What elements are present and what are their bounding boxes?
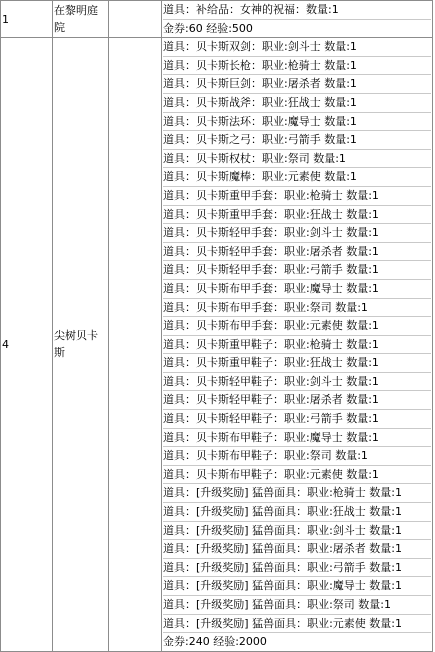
quest-id-cell: 4 — [1, 38, 53, 652]
reward-line: 道具：贝卡斯重甲鞋子：职业:狂战士 数量:1 — [163, 354, 431, 373]
reward-line: 道具：贝卡斯轻甲手套：职业:剑斗士 数量:1 — [163, 224, 431, 243]
reward-line: 道具：贝卡斯布甲鞋子：职业:祭司 数量:1 — [163, 447, 431, 466]
reward-line: 道具：贝卡斯布甲手套：职业:祭司 数量:1 — [163, 299, 431, 318]
reward-line: 道具：贝卡斯重甲鞋子：职业:枪骑士 数量:1 — [163, 336, 431, 355]
reward-line: 道具：贝卡斯之弓：职业:弓箭手 数量:1 — [163, 131, 431, 150]
reward-line: 道具：贝卡斯轻甲手套：职业:屠杀者 数量:1 — [163, 243, 431, 262]
reward-list-cell — [162, 1, 433, 38]
reward-line: 道具：贝卡斯布甲手套：职业:魔导士 数量:1 — [163, 280, 431, 299]
empty-cell — [109, 1, 162, 38]
reward-line: 道具：贝卡斯法环：职业:魔导士 数量:1 — [163, 113, 431, 132]
reward-line: 道具：贝卡斯长枪：职业:枪骑士 数量:1 — [163, 57, 431, 76]
reward-line: 道具：[升级奖励] 猛兽面具：职业:枪骑士 数量:1 — [163, 484, 431, 503]
reward-line: 道具：[升级奖励] 猛兽面具：职业:剑斗士 数量:1 — [163, 522, 431, 541]
reward-line: 道具：贝卡斯轻甲鞋子：职业:剑斗士 数量:1 — [163, 373, 431, 392]
reward-line: 道具：贝卡斯巨剑：职业:屠杀者 数量:1 — [163, 75, 431, 94]
reward-line: 道具：贝卡斯战斧：职业:狂战士 数量:1 — [163, 94, 431, 113]
reward-line: 道具：贝卡斯轻甲鞋子：职业:屠杀者 数量:1 — [163, 391, 431, 410]
reward-line: 道具：[升级奖励] 猛兽面具：职业:弓箭手 数量:1 — [163, 559, 431, 578]
reward-line: 道具：贝卡斯双剑：职业:剑斗士 数量:1 — [163, 38, 431, 57]
reward-line: 道具：[升级奖励] 猛兽面具：职业:魔导士 数量:1 — [163, 577, 431, 596]
quest-id-cell: 1 — [1, 1, 53, 38]
reward-line: 金券:60 经验:500 — [163, 21, 253, 35]
reward-line: 道具：[升级奖励] 猛兽面具：职业:祭司 数量:1 — [163, 596, 431, 615]
reward-line: 道具：贝卡斯轻甲鞋子：职业:弓箭手 数量:1 — [163, 410, 431, 429]
reward-line: 道具：贝卡斯布甲鞋子：职业:魔导士 数量:1 — [163, 429, 431, 448]
reward-line: 道具：贝卡斯布甲鞋子：职业:元素使 数量:1 — [163, 466, 431, 485]
reward-line: 道具：[升级奖励] 猛兽面具：职业:屠杀者 数量:1 — [163, 540, 431, 559]
reward-line: 金券:240 经验:2000 — [163, 635, 267, 649]
reward-line: 道具：[升级奖励] 猛兽面具：职业:狂战士 数量:1 — [163, 503, 431, 522]
quest-name-cell: 尖树贝卡斯 — [53, 38, 109, 652]
reward-line: 道具：贝卡斯权杖：职业:祭司 数量:1 — [163, 150, 431, 169]
reward-line: 道具：补给品：女神的祝福：数量:1 — [163, 1, 431, 20]
table-body — [1, 1, 433, 652]
reward-list-cell — [162, 38, 433, 652]
reward-line: 道具：贝卡斯轻甲手套：职业:弓箭手 数量:1 — [163, 261, 431, 280]
reward-line: 道具：贝卡斯布甲手套：职业:元素使 数量:1 — [163, 317, 431, 336]
quest-name-cell: 在黎明庭院 — [53, 1, 109, 38]
reward-line: 道具：贝卡斯重甲手套：职业:狂战士 数量:1 — [163, 206, 431, 225]
reward-line: 道具：贝卡斯重甲手套：职业:枪骑士 数量:1 — [163, 187, 431, 206]
reward-line: 道具：[升级奖励] 猛兽面具：职业:元素使 数量:1 — [163, 615, 431, 634]
table-row — [1, 1, 433, 38]
table-row — [1, 38, 433, 652]
empty-cell — [109, 38, 162, 652]
reward-line: 道具：贝卡斯魔棒：职业:元素使 数量:1 — [163, 168, 431, 187]
